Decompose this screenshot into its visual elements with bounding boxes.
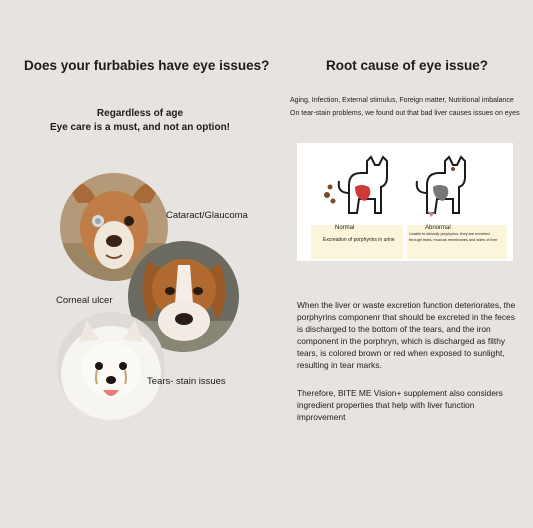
dog-photo-tears [57,312,165,420]
right-heading: Root cause of eye issue? [326,58,489,73]
tear-stain-icon [451,167,455,171]
abnormal-dog-icon [417,157,465,213]
age-subheading [40,107,240,135]
normal-dog-icon [339,157,387,213]
causes-line-1: Aging, Infection, External stimulus, Foreign matter, Nutritional imbalance [290,97,514,104]
abnormal-title: Abnormal [425,225,451,231]
causes-line-2: On tear-stain problems, we found out that bad liver causes issues on eyes [290,110,520,117]
subheading-line-2: Eye care is a must, and not an option! [49,122,231,133]
label-corneal: Corneal ulcer [56,295,113,306]
explanation-paragraph: When the liver or waste excretion function deteriorates, the porphyrins componenr that should be excreted in the feces is discharged to the bottom of the tears, and the iron component in the porphryn, which is discharged as filthy tears, is colored brown or red when exposed to sunlight, resulting in tear marks. [297,300,516,370]
abnormal-caption-1: Unable to detoxify porphyrins, they are excreted [409,232,490,236]
normal-title: Normal [335,225,355,231]
label-tears: Tears- stain issues [147,376,226,387]
stool-icon [328,185,333,190]
subheading-line-1: Regardless of age [96,108,184,119]
product-paragraph: Therefore, BITE ME Vision+ supplement also considers ingredient properties that help with liver function improvement [297,388,503,422]
label-cataract: Cataract/Glaucoma [166,210,248,221]
left-heading: Does your furbabies have eye issues? [24,58,270,73]
abnormal-caption-band [407,225,507,259]
abnormal-caption-2: through tears, mucous membranes and sides of liver [409,238,498,242]
normal-caption: Excreation of porphyrins in urine [323,237,395,243]
liver-diagram [297,143,513,261]
